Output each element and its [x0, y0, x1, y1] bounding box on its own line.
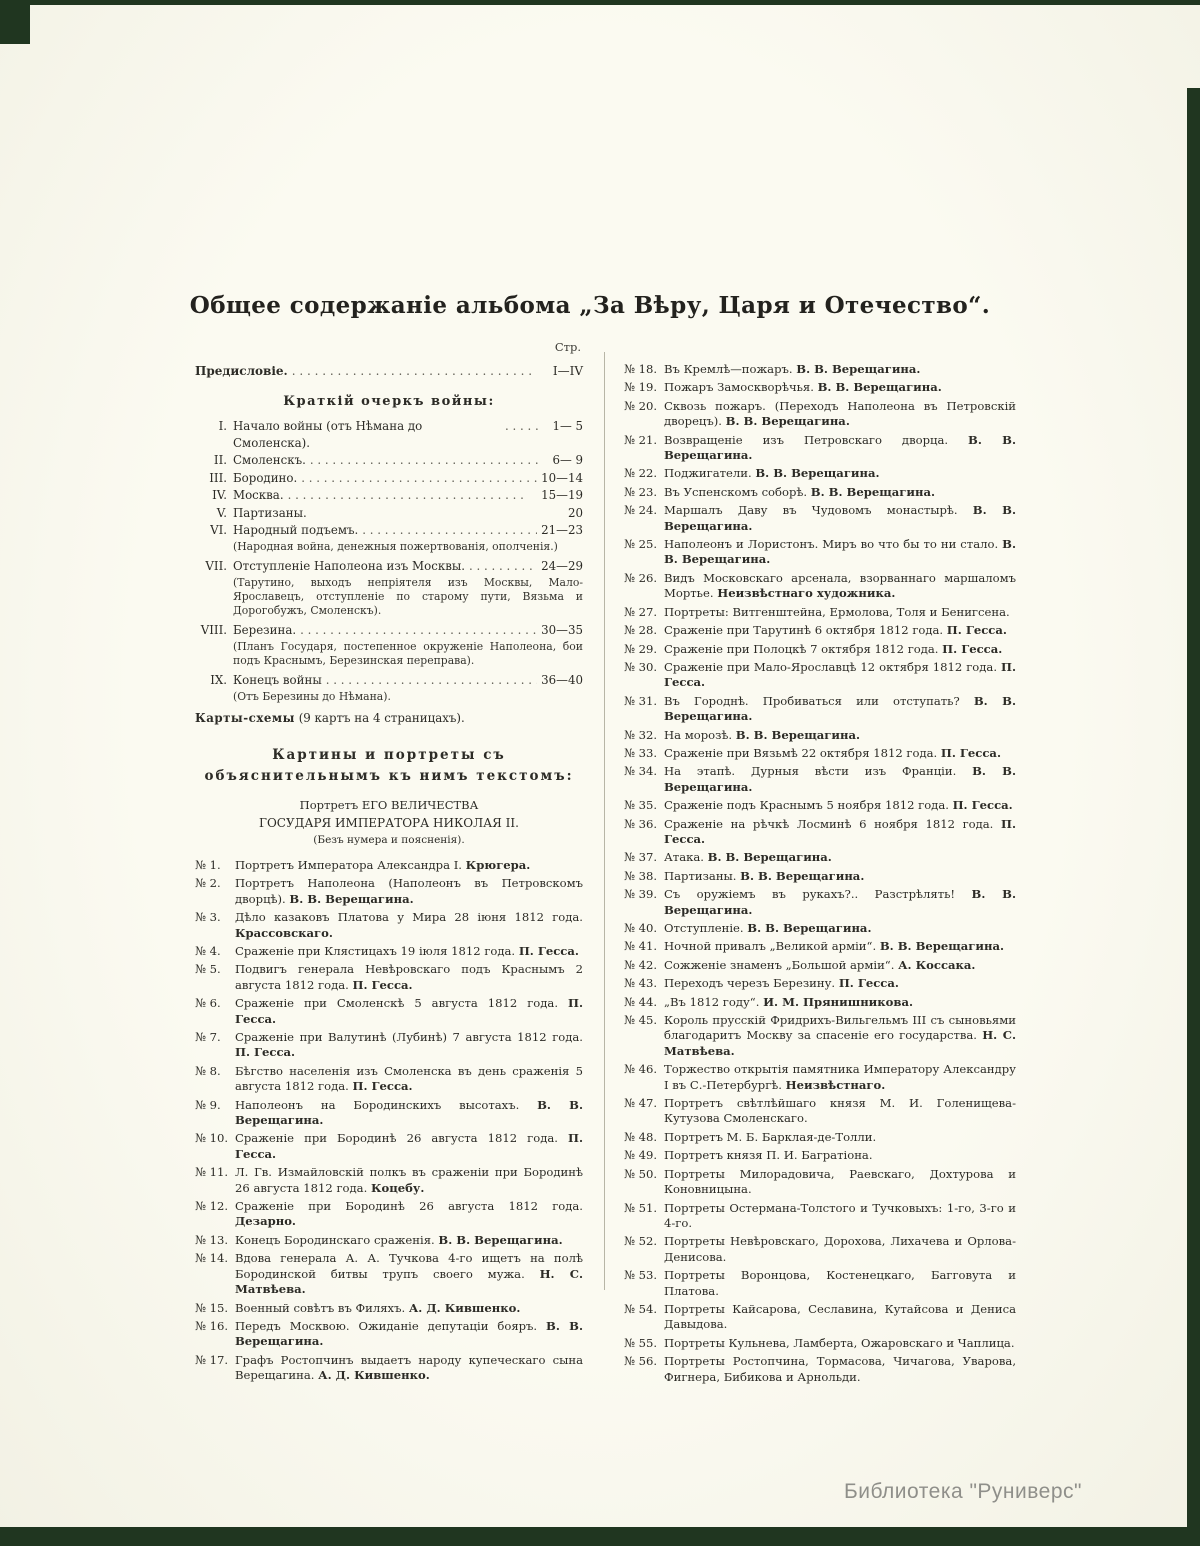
catalog-item — [624, 485, 1016, 500]
item-number: № 8. — [195, 1063, 221, 1078]
item-number: № 54. — [624, 1301, 658, 1316]
catalog-item — [624, 503, 1016, 534]
item-author: П. Гесса. — [352, 977, 413, 992]
toc-entry-note: (Планъ Государя, постепенное окруженіе Наполеона, бои подъ Краснымъ, Березинская переправа). — [233, 639, 583, 668]
item-text: Портретъ Наполеона (Наполеонъ въ Петровскомъ дворцѣ). — [235, 876, 583, 906]
toc-entry-pages: 1— 5 — [552, 419, 583, 434]
item-author: В. В. Верещагина. — [796, 362, 921, 376]
toc-entry — [195, 505, 583, 522]
toc-entry — [195, 418, 583, 451]
catalog-item — [624, 362, 1016, 377]
item-text: Портреты Воронцова, Костенецкаго, Багговута и Платова. — [664, 1268, 1016, 1298]
catalog-item — [195, 1353, 583, 1384]
item-author: П. Гесса. — [235, 1131, 583, 1161]
dot-leader — [362, 522, 537, 539]
item-number: № 12. — [195, 1199, 229, 1214]
dot-leader — [288, 487, 538, 504]
item-number: № 33. — [624, 745, 658, 760]
item-number: № 26. — [624, 570, 658, 585]
item-text: Графъ Ростопчинъ выдаетъ народу купеческаго сына Верещагина. — [235, 1352, 583, 1383]
item-author: В. В. Верещагина. — [664, 432, 1016, 463]
item-author: П. Гесса. — [952, 798, 1013, 813]
catalog-item — [624, 466, 1016, 481]
catalog-item — [624, 399, 1016, 430]
catalog-item — [624, 728, 1016, 743]
item-text: Портреты Кайсарова, Сеславина, Кутайсова и Дениса Давыдова. — [664, 1301, 1016, 1332]
item-text: Пожаръ Замоскворѣчья. — [664, 380, 818, 395]
item-number: № 34. — [624, 764, 658, 779]
item-author: П. Гесса. — [838, 976, 899, 991]
item-author: А. Д. Кившенко. — [318, 1368, 430, 1383]
item-author: В. В. Верещагина. — [664, 537, 1016, 567]
item-text: Портреты Ростопчина, Тормасова, Чичагова, Уварова, Фигнера, Бибикова и Арнольди. — [664, 1354, 1016, 1384]
item-text: Портреты Остермана-Толстого и Тучковыхъ: 1-го, 3-го и 4-го. — [664, 1200, 1016, 1230]
item-author: Неизвѣстнаго. — [785, 1077, 886, 1092]
scan-edge-top — [0, 0, 1200, 5]
item-text: Сраженіе при Мало-Ярославцѣ 12 октября 1812 года. — [664, 659, 1001, 674]
item-author: А. Д. Кившенко. — [408, 1300, 521, 1315]
war-essay-heading: Краткій очеркъ войны: — [283, 394, 495, 410]
preface-row — [195, 363, 583, 379]
item-number: № 31. — [624, 693, 658, 708]
item-text: Ночной привалъ „Великой арміи“. — [664, 939, 880, 954]
item-text: Отступленіе. — [664, 921, 748, 935]
maps-line-rest: (9 картъ на 4 страницахъ). — [294, 711, 465, 726]
item-author: В. В. Верещагина. — [740, 868, 865, 883]
item-number: № 29. — [624, 641, 658, 656]
catalog-item — [195, 876, 583, 907]
item-number: № 20. — [624, 398, 658, 413]
tsar-portrait-note — [195, 797, 583, 849]
item-number: № 21. — [624, 432, 658, 447]
catalog-item — [624, 1302, 1016, 1333]
item-author: В. В. Верещагина. — [235, 1318, 583, 1349]
item-text: Сраженіе при Валутинѣ (Лубинѣ) 7 августа 1812 года. — [235, 1030, 583, 1044]
catalog-item — [624, 958, 1016, 973]
catalog-item — [624, 1354, 1016, 1385]
toc-entry-label: Народный подъемъ. — [233, 523, 359, 538]
catalog-item — [624, 746, 1016, 761]
catalog-item — [195, 1064, 583, 1095]
pages-column-header: Стр. — [554, 340, 581, 354]
toc-roman-numeral: II. — [213, 453, 227, 468]
catalog-item — [195, 858, 583, 873]
item-text: Сраженіе при Бородинѣ 26 августа 1812 года. — [235, 1131, 568, 1146]
dot-leader — [292, 363, 539, 379]
catalog-item — [195, 1251, 583, 1297]
catalog-item — [624, 1167, 1016, 1198]
item-text: Подвигъ генерала Невѣровскаго подъ Краснымъ 2 августа 1812 года. — [235, 962, 583, 992]
toc-entry — [195, 452, 583, 469]
page-title: Общее содержаніе альбома „За Вѣру, Царя и Отечество“. — [189, 292, 991, 319]
item-number: № 27. — [624, 604, 658, 619]
toc-entry-label: Начало войны (отъ Нѣмана до Смоленска). — [233, 419, 423, 450]
item-number: № 17. — [195, 1352, 229, 1367]
toc-entry-label: Отступленіе Наполеона изъ Москвы. — [233, 559, 465, 574]
item-number: № 13. — [195, 1232, 229, 1247]
item-text: Сраженіе при Полоцкѣ 7 октября 1812 года. — [664, 641, 943, 656]
item-number: № 39. — [624, 887, 658, 902]
toc-entry-label: Партизаны. — [233, 505, 307, 520]
toc-roman-numeral: V. — [216, 505, 227, 520]
toc-entry-pages: 30—35 — [541, 623, 583, 638]
catalog-item — [195, 1199, 583, 1230]
item-number: № 9. — [195, 1097, 221, 1112]
item-author: В. В. Верещагина. — [664, 764, 1016, 794]
toc-entry-label: Бородино. — [233, 470, 298, 485]
item-text: Переходъ черезъ Березину. — [664, 976, 839, 991]
toc-roman-numeral: I. — [218, 419, 227, 434]
item-number: № 15. — [195, 1300, 229, 1315]
item-text: Маршалъ Даву въ Чудовомъ монастырѣ. — [664, 503, 973, 518]
catalog-item — [624, 921, 1016, 936]
scan-edge-right — [1187, 88, 1200, 1546]
item-number: № 1. — [195, 857, 221, 872]
item-text: Л. Гв. Измайловскій полкъ въ сраженіи при Бородинѣ 26 августа 1812 года. — [235, 1165, 583, 1195]
item-text: „Въ 1812 году“. — [664, 994, 764, 1009]
item-author: В. В. Верещагина. — [438, 1232, 563, 1247]
item-number: № 2. — [195, 876, 221, 891]
item-number: № 48. — [624, 1129, 658, 1144]
catalog-item — [195, 1030, 583, 1061]
toc-entry — [195, 558, 583, 575]
dot-leader — [301, 470, 537, 487]
toc-entry-note: (Тарутино, выходъ непріятеля изъ Москвы, Мало-Ярославецъ, отступленіе по старому пути, Вязьма и Дорогобужъ, Смоленскъ). — [233, 575, 583, 618]
item-text: Въ Кремлѣ—пожаръ. — [664, 362, 797, 376]
catalog-item — [624, 537, 1016, 568]
toc-entry-pages: 24—29 — [541, 559, 583, 574]
catalog-item — [624, 571, 1016, 602]
catalog-item — [624, 1096, 1016, 1127]
item-text: Атака. — [664, 850, 708, 865]
item-text: Наполеонъ на Бородинскихъ высотахъ. — [235, 1097, 538, 1112]
catalog-items-right — [624, 362, 1016, 1385]
dot-leader — [300, 622, 537, 639]
item-number: № 36. — [624, 816, 658, 831]
item-number: № 14. — [195, 1251, 229, 1266]
catalog-item — [624, 939, 1016, 954]
item-text: Партизаны. — [664, 868, 741, 883]
toc-entry — [195, 470, 583, 487]
item-author: А. Коссака. — [898, 957, 976, 972]
item-text: Съ оружіемъ въ рукахъ?.. Разстрѣлять! — [664, 887, 972, 902]
item-author: П. Гесса. — [942, 641, 1003, 656]
preface-pages: I—IV — [552, 364, 583, 378]
catalog-item — [624, 1148, 1016, 1163]
catalog-item — [195, 1165, 583, 1196]
dot-leader — [505, 418, 539, 435]
item-text: На морозѣ. — [664, 727, 736, 742]
item-number: № 56. — [624, 1354, 658, 1369]
toc-roman-numeral: IX. — [210, 673, 227, 688]
item-number: № 55. — [624, 1335, 658, 1350]
item-number: № 18. — [624, 362, 658, 376]
catalog-item — [624, 817, 1016, 848]
item-number: № 44. — [624, 994, 658, 1009]
toc-roman-numeral: VII. — [205, 559, 227, 574]
item-author: Коцебу. — [370, 1180, 425, 1195]
item-text: Поджигатели. — [664, 466, 756, 481]
item-text: Сраженіе подъ Краснымъ 5 ноября 1812 года. — [664, 798, 953, 813]
catalog-item — [624, 694, 1016, 725]
toc-entry — [195, 487, 583, 504]
item-number: № 52. — [624, 1234, 658, 1249]
toc-entry-note: (Отъ Березины до Нѣмана). — [233, 689, 391, 703]
item-number: № 50. — [624, 1166, 658, 1181]
catalog-item — [195, 1233, 583, 1248]
catalog-item — [624, 850, 1016, 865]
item-text: Въ Городнѣ. Пробиваться или отступать? — [664, 693, 974, 708]
item-text: Сраженіе при Тарутинѣ 6 октября 1812 года. — [664, 623, 947, 638]
item-author: Дезарно. — [235, 1214, 296, 1229]
item-author: И. М. Прянишникова. — [763, 994, 913, 1009]
catalog-item — [624, 605, 1016, 620]
item-number: № 40. — [624, 921, 658, 935]
item-author: Крассовскаго. — [235, 925, 333, 940]
item-author: В. В. Верещагина. — [810, 484, 935, 499]
catalog-item — [624, 764, 1016, 795]
toc-roman-numeral: VIII. — [200, 623, 227, 638]
item-number: № 49. — [624, 1148, 658, 1163]
toc-entry-pages: 36—40 — [541, 673, 583, 688]
item-text: Портретъ М. Б. Барклая-де-Толли. — [664, 1129, 877, 1144]
scan-edge-bottom — [0, 1527, 1200, 1546]
toc-entry-note: (Народная война, денежныя пожертвованія, ополченія.) — [233, 539, 558, 553]
item-text: Дѣло казаковъ Платова у Мира 28 іюня 1812 года. — [235, 910, 583, 925]
item-author: В. В. Верещагина. — [707, 850, 832, 865]
item-author: В. В. Верещагина. — [664, 887, 1016, 917]
item-number: № 23. — [624, 484, 658, 499]
item-author: П. Гесса. — [664, 659, 1016, 690]
item-number: № 47. — [624, 1096, 658, 1111]
item-text: Портреты Кульнева, Ламберта, Ожаровскаго и Чаплица. — [664, 1335, 1015, 1350]
toc-entry-label: Березина. — [233, 623, 297, 638]
item-author: П. Гесса. — [664, 816, 1016, 846]
right-column — [624, 362, 1016, 1388]
toc-entry-label: Конецъ войны — [233, 673, 322, 688]
item-author: П. Гесса. — [235, 996, 583, 1026]
item-text: Бѣгство населенія изъ Смоленска въ день сраженія 5 августа 1812 года. — [235, 1063, 583, 1094]
item-text: Портреты Милорадовича, Раевскаго, Дохтурова и Коновницына. — [664, 1166, 1016, 1197]
catalog-item — [195, 1319, 583, 1350]
preface-label: Предисловіе. — [195, 364, 288, 378]
item-author: Неизвѣстнаго художника. — [717, 586, 896, 601]
item-number: № 42. — [624, 957, 658, 972]
item-number: № 5. — [195, 962, 221, 977]
catalog-item — [195, 1098, 583, 1129]
item-author: В. В. Верещагина. — [664, 503, 1016, 533]
item-number: № 4. — [195, 943, 221, 958]
catalog-item — [624, 1013, 1016, 1059]
item-text: Сквозь пожаръ. (Переходъ Наполеона въ Петровскій дворецъ). — [664, 398, 1016, 429]
item-number: № 37. — [624, 850, 658, 865]
toc-roman-numeral: VI. — [210, 523, 227, 538]
item-text: Наполеонъ и Лористонъ. Миръ во что бы то ни стало. — [664, 537, 1003, 552]
item-author: Н. С. Матвѣева. — [664, 1028, 1016, 1058]
catalog-item — [195, 910, 583, 941]
toc-entry-pages: 10—14 — [541, 470, 583, 485]
toc-roman-numeral: IV. — [212, 488, 227, 503]
toc-entry-label: Смоленскъ. — [233, 453, 306, 468]
maps-line-bold: Карты-схемы — [195, 711, 295, 726]
catalog-item — [195, 962, 583, 993]
item-author: Н. С. Матвѣева. — [235, 1266, 583, 1297]
item-number: № 19. — [624, 380, 658, 395]
item-text: Торжество открытія памятника Императору Александру I въ С.-Петербургѣ. — [664, 1062, 1016, 1092]
toc-entry — [195, 522, 583, 539]
item-author: В. В. Верещагина. — [747, 921, 872, 935]
column-divider — [604, 352, 605, 1290]
item-number: № 51. — [624, 1200, 658, 1215]
item-number: № 32. — [624, 727, 658, 742]
item-author: П. Гесса. — [940, 745, 1001, 760]
item-number: № 16. — [195, 1318, 229, 1333]
item-number: № 43. — [624, 976, 658, 991]
item-author: В. В. Верещагина. — [725, 414, 850, 429]
catalog-item — [624, 380, 1016, 395]
item-author: П. Гесса. — [352, 1079, 413, 1094]
item-author: П. Гесса. — [946, 623, 1007, 638]
item-text: Сраженіе при Вязьмѣ 22 октября 1812 года. — [664, 745, 941, 760]
item-author: П. Гесса. — [518, 943, 579, 958]
toc-entry-pages: 6— 9 — [552, 453, 583, 468]
item-number: № 10. — [195, 1131, 229, 1146]
item-number: № 38. — [624, 868, 658, 883]
item-number: № 22. — [624, 466, 658, 481]
dot-leader — [326, 672, 537, 689]
scan-edge-top-left — [0, 0, 30, 44]
portrait-line-2: ГОСУДАРЯ ИМПЕРАТОРА НИКОЛАЯ II. — [259, 816, 519, 831]
item-number: № 3. — [195, 910, 221, 925]
item-text: Сожженіе знаменъ „Большой арміи“. — [664, 957, 899, 972]
item-text: Портреты: Витгенштейна, Ермолова, Толя и Бенигсена. — [664, 604, 1010, 619]
item-text: Сраженіе при Клястицахъ 19 іюля 1812 года. — [235, 943, 519, 958]
dot-leader — [310, 452, 539, 469]
item-author: В. В. Верещагина. — [817, 380, 942, 395]
toc-entry-pages: 20 — [567, 505, 583, 520]
item-text: Сраженіе на рѣчкѣ Лосминѣ 6 ноября 1812 года. — [664, 816, 1001, 831]
portrait-line-3: (Безъ нумера и поясненія). — [313, 834, 465, 847]
item-number: № 41. — [624, 939, 658, 954]
catalog-item — [624, 1234, 1016, 1265]
item-author: В. В. Верещагина. — [735, 727, 860, 742]
item-text: Портретъ князя П. И. Багратіона. — [664, 1148, 873, 1163]
item-text: Портретъ Императора Александра I. — [235, 857, 466, 872]
catalog-item — [624, 1268, 1016, 1299]
item-number: № 11. — [195, 1165, 229, 1180]
item-author: В. В. Верещагина. — [289, 891, 414, 906]
toc-entry-label: Москва. — [233, 488, 284, 503]
item-author: В. В. Верещагина. — [664, 693, 1016, 724]
catalog-item — [624, 995, 1016, 1010]
item-author: В. В. Верещагина. — [755, 466, 880, 481]
catalog-item — [624, 976, 1016, 991]
item-author: Крюгера. — [465, 857, 531, 872]
item-number: № 53. — [624, 1268, 658, 1283]
catalog-item — [624, 887, 1016, 918]
left-column — [195, 340, 583, 1387]
maps-line — [195, 711, 583, 725]
item-author: П. Гесса. — [235, 1045, 296, 1060]
item-author: В. В. Верещагина. — [235, 1097, 583, 1128]
item-number: № 6. — [195, 996, 221, 1011]
item-number: № 25. — [624, 537, 658, 552]
item-number: № 35. — [624, 798, 658, 813]
item-number: № 46. — [624, 1062, 658, 1077]
item-number: № 45. — [624, 1013, 658, 1028]
item-text: Возвращеніе изъ Петровскаго дворца. — [664, 432, 969, 447]
item-number: № 28. — [624, 623, 658, 638]
item-text: Видъ Московскаго арсенала, взорваннаго маршаломъ Мортье. — [664, 570, 1016, 601]
toc-entry-list — [195, 418, 583, 704]
catalog-item — [624, 433, 1016, 464]
toc-entry-pages: 15—19 — [541, 488, 583, 503]
catalog-item — [624, 1336, 1016, 1351]
catalog-item — [624, 798, 1016, 813]
dot-leader — [469, 558, 537, 575]
catalog-item — [624, 1062, 1016, 1093]
item-text: Въ Успенскомъ соборѣ. — [664, 484, 811, 499]
item-text: Сраженіе при Бородинѣ 26 августа 1812 года. — [235, 1199, 583, 1214]
catalog-item — [624, 642, 1016, 657]
library-watermark: Библиотека "Руниверс" — [843, 1480, 1082, 1503]
catalog-item — [624, 1130, 1016, 1145]
item-text: Король прусскій Фридрихъ-Вильгельмъ III съ сыновьями благодаритъ Москву за спасеніе его государства. — [664, 1013, 1016, 1043]
catalog-item — [624, 623, 1016, 638]
catalog-item — [195, 996, 583, 1027]
catalog-item — [195, 1131, 583, 1162]
item-text: Сраженіе при Смоленскѣ 5 августа 1812 года. — [235, 996, 568, 1011]
catalog-item — [624, 660, 1016, 691]
item-text: На этапѣ. Дурныя вѣсти изъ Франціи. — [664, 764, 973, 779]
toc-entry — [195, 672, 583, 689]
item-text: Портретъ свѣтлѣйшаго князя М. И. Голенищева-Кутузова Смоленскаго. — [664, 1096, 1016, 1126]
item-number: № 24. — [624, 503, 658, 518]
portrait-line-1: Портретъ ЕГО ВЕЛИЧЕСТВА — [299, 797, 479, 812]
item-text: Портреты Невѣровскаго, Дорохова, Лихачева и Орлова-Денисова. — [664, 1234, 1016, 1264]
toc-roman-numeral: III. — [209, 470, 227, 485]
catalog-item — [624, 1201, 1016, 1232]
item-text: Вдова генерала А. А. Тучкова 4-го ищетъ на полѣ Бородинской битвы трупъ своего мужа. — [235, 1251, 583, 1281]
item-number: № 30. — [624, 659, 658, 674]
catalog-item — [624, 869, 1016, 884]
catalog-item — [195, 1301, 583, 1316]
item-text: Передъ Москвою. Ожиданіе депутаціи бояръ. — [235, 1318, 547, 1333]
catalog-items-left — [195, 858, 583, 1384]
pictures-heading: Картины и портреты съ объяснительнымъ къ нимъ текстомъ: — [204, 747, 574, 785]
toc-entry-pages: 21—23 — [541, 523, 583, 538]
catalog-item — [195, 944, 583, 959]
item-number: № 7. — [195, 1030, 221, 1044]
toc-entry — [195, 622, 583, 639]
item-author: В. В. Верещагина. — [879, 939, 1005, 954]
item-text: Военный совѣтъ въ Филяхъ. — [235, 1300, 409, 1315]
item-text: Конецъ Бородинскаго сраженія. — [235, 1232, 439, 1247]
